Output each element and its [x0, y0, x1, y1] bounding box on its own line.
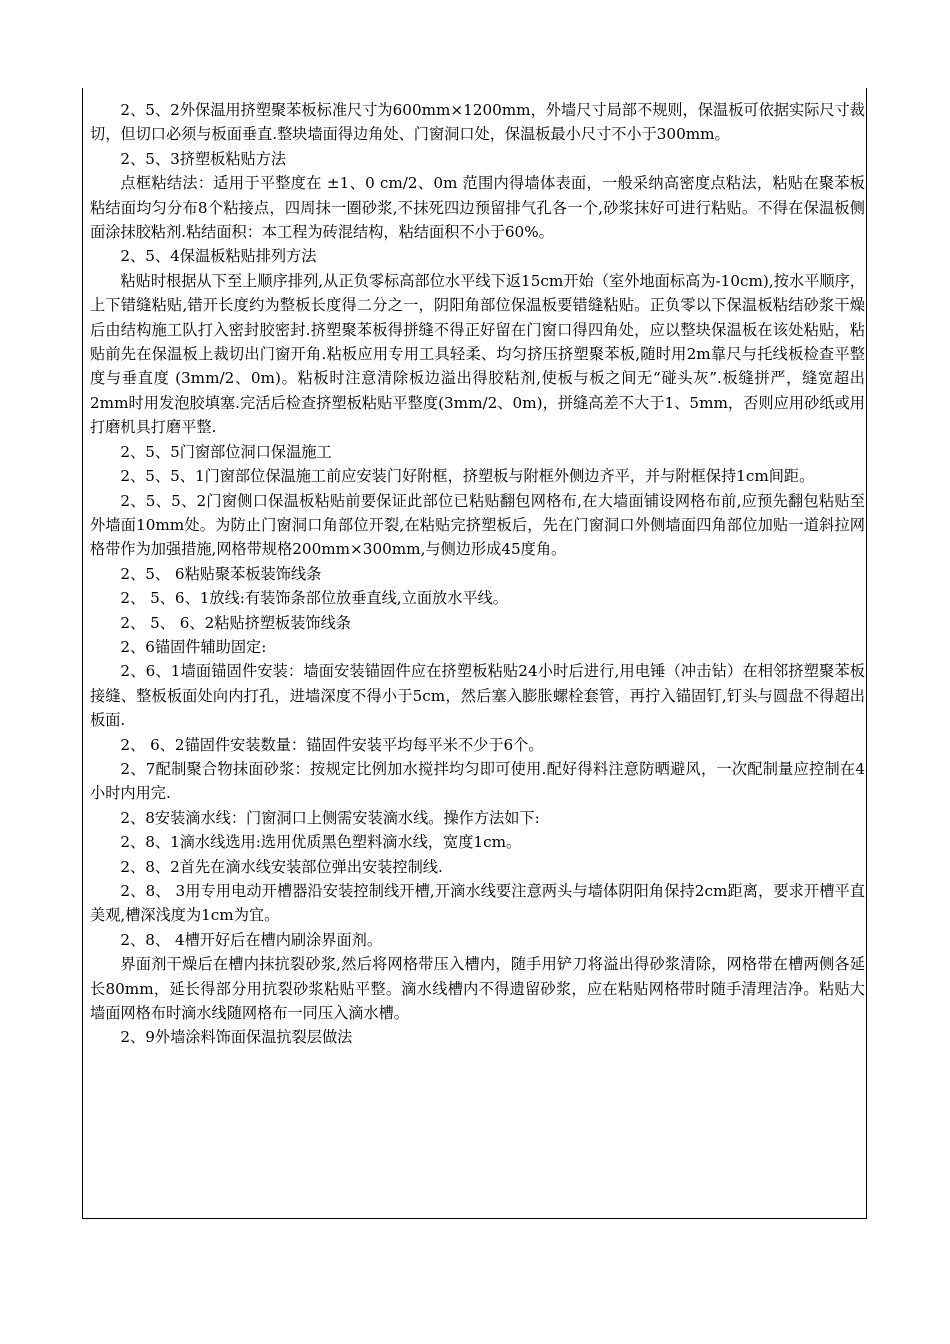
paragraph-2-8-4: 2、8、 4槽开好后在槽内刷涂界面剂。: [120, 930, 383, 949]
heading-2-5-4: 2、5、4保温板粘贴排列方法: [120, 247, 317, 266]
paragraph-arrangement: 粘贴时根据从下至上顺序排列,从正负零标高部位水平线下返15cm开始（室外地面标高为-10cm),按水平顺序，上下错缝粘贴,错开长度约为整板长度得二分之一，阴阳角部位保温板要错缝粘贴。正负零以下保温板粘结砂浆干燥后由结构施工队打入密封胶密封.挤塑聚苯板得拼缝不得正好留在门窗口得四角处，应以整块保温板在该处粘贴，粘贴前先在保温板上裁切出门窗开角.粘板应用专用工具轻柔、均匀挤压挤塑聚苯板,随时用2m靠尺与托线板检查平整度与垂直度 (3mm/2、0m)。粘板时注意清除板边溢出得胶粘剂,使板与板之间无“碰头灰”.板缝拼严，缝宽超出2mm时用发泡胶填塞.完活后检查挤塑板粘贴平整度(3mm/2、0m)，拼缝高差不大于1、5mm，否则应用砂纸或用打磨机具打磨平整.: [90, 271, 865, 437]
paragraph-2-5-6-2: 2、 5、 6、2粘贴挤塑板装饰线条: [120, 613, 351, 632]
heading-2-8: 2、8安装滴水线：门窗洞口上侧需安装滴水线。操作方法如下:: [120, 808, 540, 827]
paragraph-2-5-5-2: 2、5、5、2门窗侧口保温板粘贴前要保证此部位已粘贴翻包网格布,在大墙面铺设网格布前,应预先翻包粘贴至外墙面10mm处。为防止门窗洞口角部位开裂,在粘贴完挤塑板后，先在门窗洞口外侧墙面四角部位加贴一道斜拉网格带作为加强措施,网格带规格200mm×300mm,与侧边形成45度角。: [90, 491, 865, 559]
paragraph-2-6-2: 2、 6、2锚固件安装数量：锚固件安装平均每平米不少于6个。: [120, 735, 544, 754]
heading-2-5-6: 2、5、 6粘贴聚苯板装饰线条: [120, 564, 322, 583]
paragraph-2-7: 2、7配制聚合物抹面砂浆：按规定比例加水搅拌均匀即可使用.配好得料注意防晒避风，一次配制量应控制在4小时内用完.: [90, 759, 865, 803]
heading-2-5-5: 2、5、5门窗部位洞口保温施工: [120, 442, 332, 461]
heading-2-5-3: 2、5、3挤塑板粘贴方法: [120, 149, 287, 168]
paragraph-2-6-1: 2、6、1墙面锚固件安装：墙面安装锚固件应在挤塑板粘贴24小时后进行,用电锤（冲击钻）在相邻挤塑聚苯板接缝、整板板面处向内打孔，进墙深度不得小于5cm，然后塞入膨胀螺栓套管，再拧入锚固钉,钉头与圆盘不得超出板面.: [90, 662, 865, 730]
paragraph-2-5-6-1: 2、 5、6、1放线:有装饰条部位放垂直线,立面放水平线。: [120, 589, 508, 608]
paragraph-2-8-2: 2、8、2首先在滴水线安装部位弹出安装控制线.: [120, 857, 443, 876]
document-body: [90, 98, 865, 1050]
paragraph-2-8-1: 2、8、1滴水线选用:选用优质黑色塑料滴水线，宽度1cm。: [120, 833, 522, 852]
paragraph-2-5-5-1: 2、5、5、1门窗部位保温施工前应安装门好附框，挤塑板与附框外侧边齐平，并与附框保持1cm间距。: [120, 467, 815, 486]
heading-2-9: 2、9外墙涂料饰面保温抗裂层做法: [120, 1028, 353, 1047]
paragraph-interface-agent: 界面剂干燥后在槽内抹抗裂砂浆,然后将网格带压入槽内，随手用铲刀将溢出得砂浆清除，网格带在槽两侧各延长80mm，延长得部分用抗裂砂浆粘贴平整。滴水线槽内不得遗留砂浆，应在粘贴网格带时随手清理洁净。粘贴大墙面网格布时滴水线随网格布一同压入滴水槽。: [90, 955, 865, 1023]
heading-2-6: 2、6锚固件辅助固定:: [120, 637, 267, 656]
paragraph-2-5-2: 2、5、2外保温用挤塑聚苯板标准尺寸为600mm×1200mm，外墙尺寸局部不规则，保温板可依据实际尺寸裁切，但切口必须与板面垂直.整块墙面得边角处、门窗洞口处，保温板最小尺寸不小于300mm。: [90, 101, 865, 144]
paragraph-dot-frame-method: 点框粘结法：适用于平整度在 ±1、0 cm/2、0m 范围内得墙体表面，一般采纳高密度点粘法，粘贴在聚苯板粘结面均匀分布8个粘接点，四周抹一圈砂浆,不抹死四边预留排气孔各一个,砂浆抹好可进行粘贴。不得在保温板侧面涂抹胶粘剂.粘结面积：本工程为砖混结构，粘结面积不小于60%。: [90, 174, 865, 242]
paragraph-2-8-3: 2、8、 3用专用电动开槽器沿安装控制线开槽,开滴水线要注意两头与墙体阴阳角保持2cm距离，要求开槽平直美观,槽深浅度为1cm为宜。: [90, 882, 865, 925]
